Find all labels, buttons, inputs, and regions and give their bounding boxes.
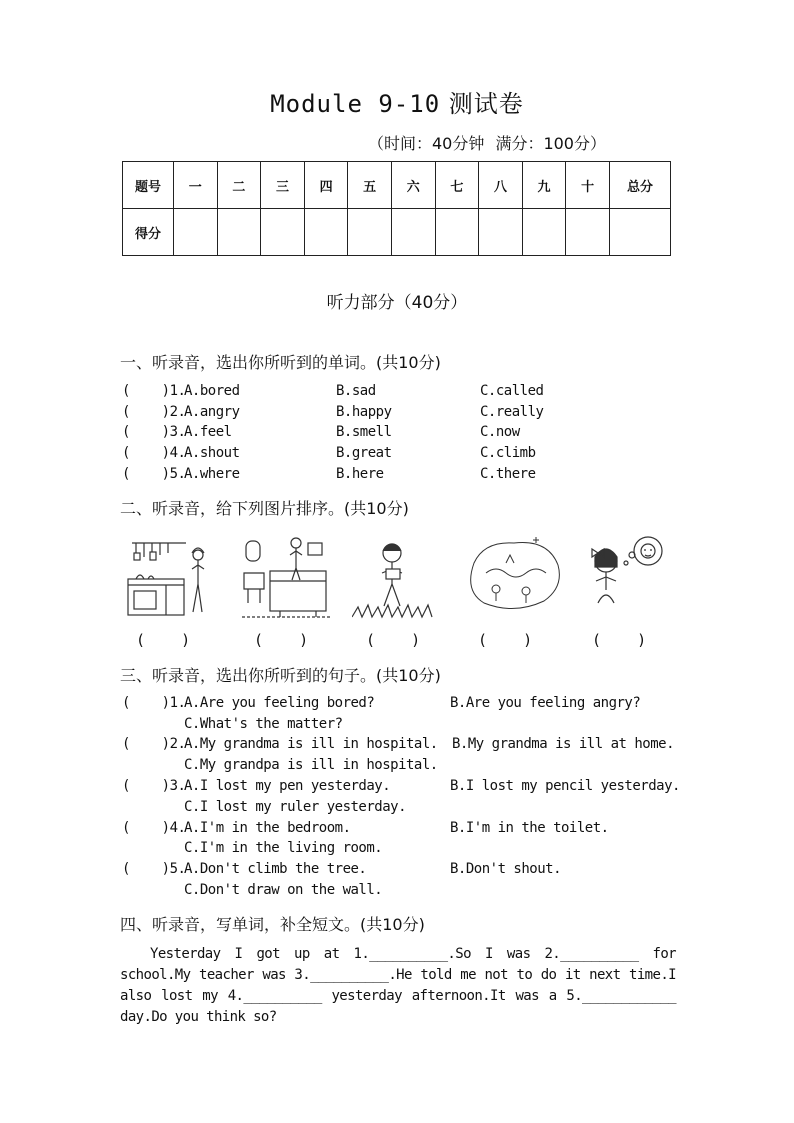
- section3-heading: 三、听录音，选出你所听到的句子。(共10分): [120, 666, 441, 685]
- score-input-cell[interactable]: [174, 209, 218, 256]
- score-cell: 六: [391, 162, 435, 209]
- option-c: C.called: [480, 383, 544, 399]
- option-b: B.I'm in the toilet.: [450, 820, 609, 836]
- option-a: A.My grandma is ill in hospital.: [184, 736, 438, 752]
- section1-heading: 一、听录音，选出你所听到的单词。(共10分): [120, 353, 441, 372]
- option-a: A.shout: [184, 445, 240, 461]
- question-number: ( )2.: [122, 736, 186, 752]
- picture-order-blank[interactable]: ( ): [366, 631, 421, 649]
- score-input-cell[interactable]: [435, 209, 479, 256]
- question-number: ( )2.: [122, 404, 186, 420]
- picture-order-blank[interactable]: ( ): [592, 631, 647, 649]
- option-a: A.I'm in the bedroom.: [184, 820, 351, 836]
- title-english: Module 9-10: [270, 90, 441, 118]
- question-number: ( )1.: [122, 383, 186, 399]
- score-input-cell[interactable]: [566, 209, 610, 256]
- question-number: ( )3.: [122, 424, 186, 440]
- score-cell: 二: [217, 162, 261, 209]
- park-scene-illustration: [466, 533, 564, 621]
- score-input-cell[interactable]: [391, 209, 435, 256]
- kitchen-illustration: [126, 533, 212, 621]
- question-number: ( )4.: [122, 445, 186, 461]
- section4-heading: 四、听录音，写单词，补全短文。(共10分): [120, 915, 425, 934]
- question-number: ( )1.: [122, 695, 186, 711]
- score-input-cell[interactable]: [348, 209, 392, 256]
- option-c: C.now: [480, 424, 520, 440]
- option-b: B.smell: [336, 424, 392, 440]
- option-c: C.I'm in the living room.: [184, 840, 383, 856]
- score-cell: 七: [435, 162, 479, 209]
- score-table-header-row: [123, 162, 671, 209]
- bathroom-illustration: [240, 533, 332, 621]
- title-chinese: 测试卷: [448, 90, 524, 118]
- option-a: A.where: [184, 466, 240, 482]
- option-c: C.climb: [480, 445, 536, 461]
- page-title: [0, 84, 794, 119]
- score-input-cell[interactable]: [522, 209, 566, 256]
- option-b: B.great: [336, 445, 392, 461]
- score-input-cell[interactable]: [261, 209, 305, 256]
- option-c: C.Don't draw on the wall.: [184, 882, 383, 898]
- score-cell: 四: [304, 162, 348, 209]
- option-b: B.Don't shout.: [450, 861, 562, 877]
- option-a: A.angry: [184, 404, 240, 420]
- score-cell: 五: [348, 162, 392, 209]
- option-b: B.here: [336, 466, 384, 482]
- picture-order-blank[interactable]: ( ): [254, 631, 309, 649]
- option-a: A.bored: [184, 383, 240, 399]
- option-c: C.What's the matter?: [184, 716, 343, 732]
- score-cell: 八: [479, 162, 523, 209]
- option-c: C.My grandpa is ill in hospital.: [184, 757, 438, 773]
- option-c: C.really: [480, 404, 544, 420]
- option-a: A.feel: [184, 424, 232, 440]
- score-input-cell[interactable]: [479, 209, 523, 256]
- question-number: ( )5.: [122, 861, 186, 877]
- score-cell: 题号: [123, 162, 174, 209]
- listening-part-title: 听力部分（40分）: [326, 293, 468, 313]
- exam-time-score: （时间：40分钟 满分：100分）: [368, 134, 606, 153]
- score-table: [122, 161, 671, 256]
- section2-heading: 二、听录音，给下列图片排序。(共10分): [120, 499, 409, 518]
- girl-thinking-illustration: [584, 533, 668, 621]
- option-b: B.happy: [336, 404, 392, 420]
- picture-order-blank[interactable]: ( ): [136, 631, 191, 649]
- score-cell: 总分: [610, 162, 671, 209]
- passage-text: Yesterday I got up at 1.__________.So I was 2.__________ for school.My teacher was 3.__________.He told me not to do it next time.I also lost my 4.__________ yesterday afternoon.It was a 5.____________ day.Do you think so?: [120, 946, 676, 1025]
- score-cell: 九: [522, 162, 566, 209]
- score-table-score-row: [123, 209, 671, 256]
- picture-order-blank[interactable]: ( ): [478, 631, 533, 649]
- option-a: A.I lost my pen yesterday.: [184, 778, 391, 794]
- option-c: C.I lost my ruler yesterday.: [184, 799, 407, 815]
- option-b: B.My grandma is ill at home.: [452, 736, 675, 752]
- option-b: B.Are you feeling angry?: [450, 695, 641, 711]
- option-c: C.there: [480, 466, 536, 482]
- girl-reading-illustration: [352, 533, 440, 621]
- score-input-cell[interactable]: [217, 209, 261, 256]
- score-input-cell[interactable]: [610, 209, 671, 256]
- option-a: A.Don't climb the tree.: [184, 861, 367, 877]
- option-a: A.Are you feeling bored?: [184, 695, 375, 711]
- question-number: ( )5.: [122, 466, 186, 482]
- option-b: B.I lost my pencil yesterday.: [450, 778, 680, 794]
- score-input-cell[interactable]: [304, 209, 348, 256]
- cloze-passage: [120, 944, 676, 1028]
- score-cell: 十: [566, 162, 610, 209]
- question-number: ( )4.: [122, 820, 186, 836]
- option-b: B.sad: [336, 383, 376, 399]
- score-cell: 三: [261, 162, 305, 209]
- question-number: ( )3.: [122, 778, 186, 794]
- score-cell: 一: [174, 162, 218, 209]
- score-row-label: 得分: [123, 209, 174, 256]
